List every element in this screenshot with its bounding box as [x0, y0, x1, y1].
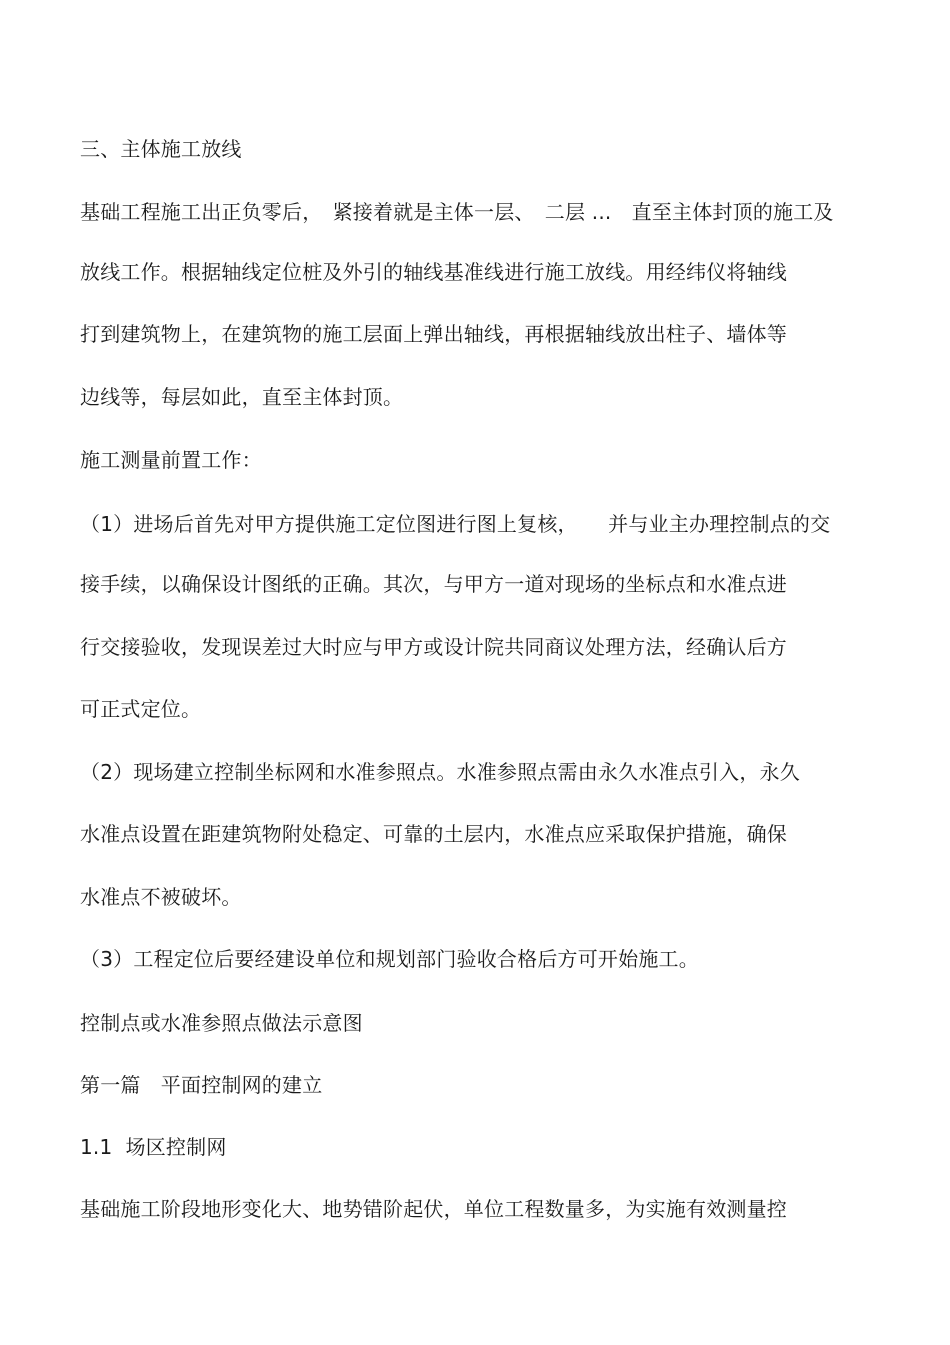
- subsection-heading: 1.1 场区控制网: [80, 1135, 227, 1159]
- list-item-2-line: （2）现场建立控制坐标网和水准参照点。水准参照点需由永久水准点引入，永久: [80, 760, 800, 784]
- paragraph-line: 边线等，每层如此，直至主体封顶。: [80, 385, 404, 409]
- list-item-1-line: 行交接验收，发现误差过大时应与甲方或设计院共同商议处理方法，经确认后方: [80, 635, 787, 659]
- section-heading: 三、主体施工放线: [80, 137, 242, 161]
- list-item-2-line: 水准点不被破坏。: [80, 885, 242, 909]
- list-item-2-line: 水准点设置在距建筑物附处稳定、可靠的土层内，水准点应采取保护措施，确保: [80, 822, 787, 846]
- list-item-3: （3）工程定位后要经建设单位和规划部门验收合格后方可开始施工。: [80, 947, 699, 971]
- prep-heading: 施工测量前置工作：: [80, 448, 262, 472]
- chapter-heading: 第一篇 平面控制网的建立: [80, 1073, 323, 1097]
- list-item-1-line: （1）进场后首先对甲方提供施工定位图进行图上复核， 并与业主办理控制点的交: [80, 512, 831, 536]
- paragraph-line: 基础工程施工出正负零后， 紧接着就是主体一层、 二层 ... 直至主体封顶的施工及: [80, 200, 834, 224]
- paragraph-line: 放线工作。根据轴线定位桩及外引的轴线基准线进行施工放线。用经纬仪将轴线: [80, 260, 787, 284]
- paragraph-line: 基础施工阶段地形变化大、地势错阶起伏，单位工程数量多，为实施有效测量控: [80, 1197, 787, 1221]
- diagram-caption: 控制点或水准参照点做法示意图: [80, 1011, 363, 1035]
- list-item-1-line: 可正式定位。: [80, 697, 202, 721]
- list-item-1-line: 接手续，以确保设计图纸的正确。其次，与甲方一道对现场的坐标点和水准点进: [80, 572, 787, 596]
- paragraph-line: 打到建筑物上，在建筑物的施工层面上弹出轴线，再根据轴线放出柱子、墙体等: [80, 322, 787, 346]
